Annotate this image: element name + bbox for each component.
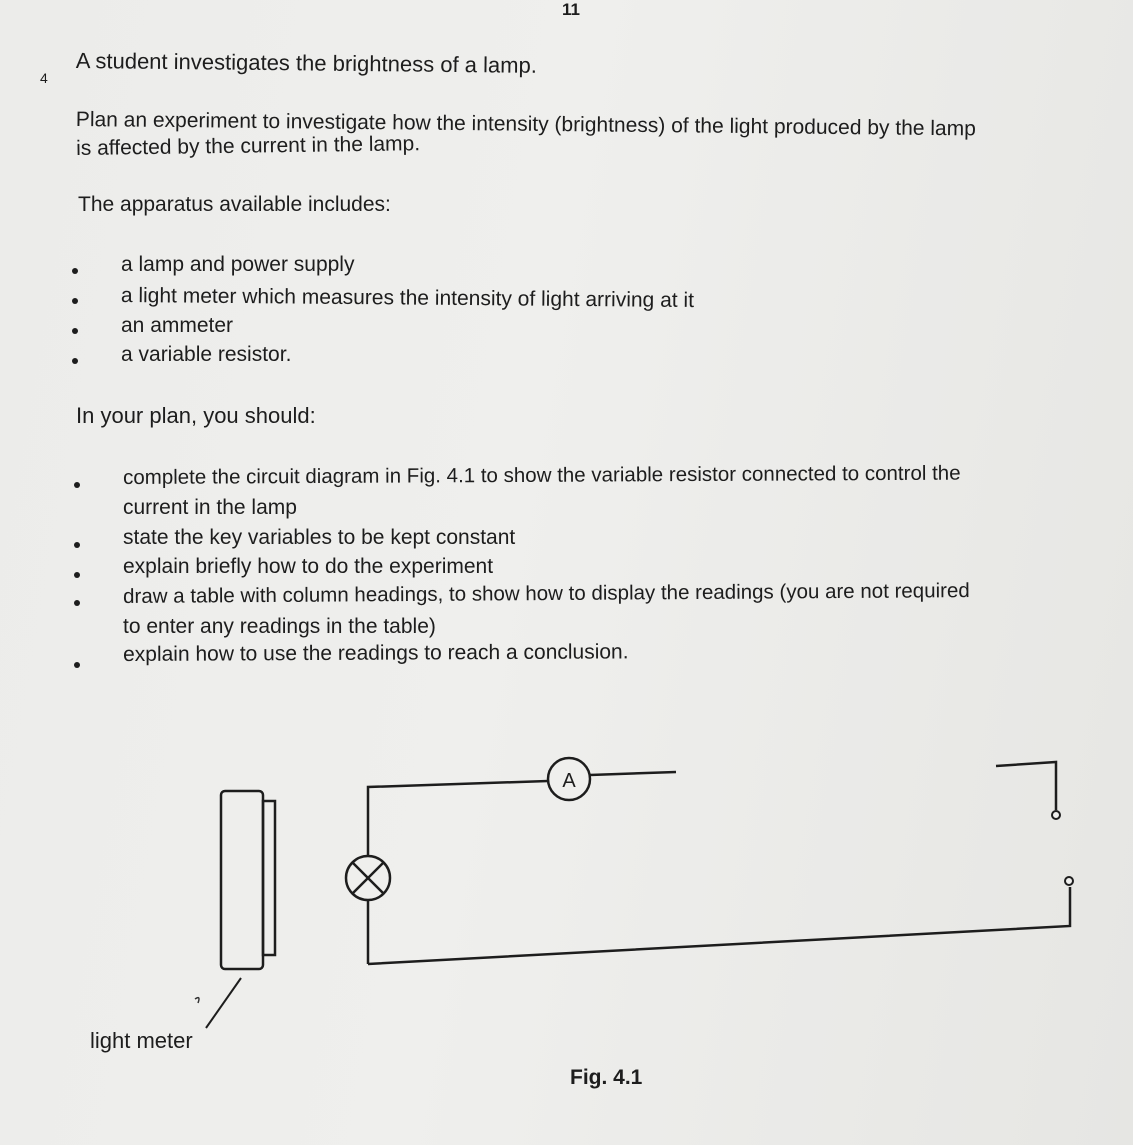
- task-line-1: Plan an experiment to investigate how the intensity (brightness) of the light produced by the lamp: [75, 108, 976, 141]
- plan-item: draw a table with column headings, to show how to display the readings (you are not required: [123, 579, 970, 608]
- pencil-mark: [195, 998, 199, 1003]
- ammeter-symbol: [548, 758, 590, 800]
- apparatus-item: a lamp and power supply: [121, 253, 355, 276]
- lamp-symbol: [346, 856, 390, 900]
- apparatus-item: a light meter which measures the intensity of light arriving at it: [120, 284, 695, 313]
- apparatus-heading: The apparatus available includes:: [78, 193, 391, 216]
- apparatus-item: an ammeter: [121, 314, 234, 337]
- plan-item: explain how to use the readings to reach a conclusion.: [123, 640, 629, 666]
- circuit-wire: [368, 887, 1070, 964]
- plan-heading: In your plan, you should:: [76, 403, 316, 428]
- page-number: 11: [562, 0, 580, 19]
- plan-item-continued: current in the lamp: [123, 496, 297, 519]
- circuit-wire: [590, 772, 676, 775]
- apparatus-item: a variable resistor.: [121, 343, 292, 366]
- plan-item: explain briefly how to do the experiment: [123, 555, 494, 578]
- plan-item-continued: to enter any readings in the table): [123, 615, 436, 638]
- ammeter-label: A: [562, 770, 576, 792]
- plan-item: complete the circuit diagram in Fig. 4.1 to show the variable resistor connected to control the: [123, 461, 961, 489]
- plan-item: state the key variables to be kept constant: [123, 526, 516, 549]
- open-terminal: [1065, 877, 1073, 885]
- question-number: 4: [40, 70, 48, 86]
- label-leader-line: [206, 978, 241, 1028]
- question-intro: A student investigates the brightness of a lamp.: [75, 48, 538, 78]
- figure-caption: Fig. 4.1: [570, 1066, 643, 1089]
- open-terminal: [1052, 811, 1060, 819]
- circuit-wire: [996, 762, 1056, 810]
- light-meter-symbol: [221, 791, 275, 969]
- light-meter-label: light meter: [90, 1028, 193, 1053]
- circuit-wire: [368, 781, 548, 964]
- task-line-2: is affected by the current in the lamp.: [76, 132, 421, 160]
